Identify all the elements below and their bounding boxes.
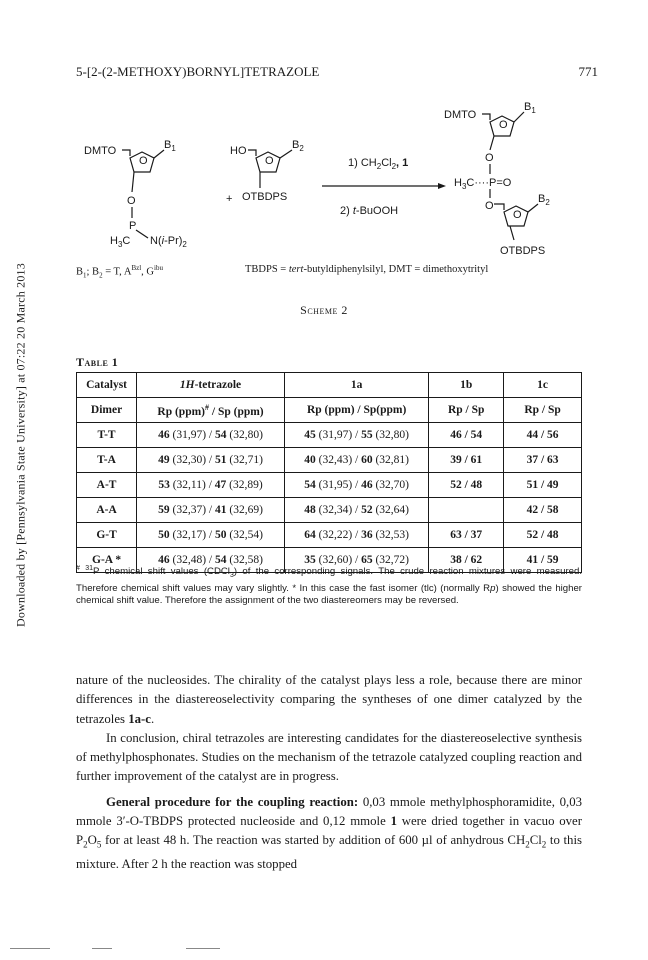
cell-value: 41 xyxy=(214,504,227,516)
scan-mark-2 xyxy=(92,948,112,949)
condition-1 xyxy=(348,157,408,171)
cell-value: 49 xyxy=(158,454,170,466)
b1-label-left xyxy=(164,139,176,153)
subheader-tetrazole: Rp (ppm)# / Sp (ppm) xyxy=(137,398,285,423)
cell-value: 65 xyxy=(361,554,373,566)
cell-value: 52 / 48 xyxy=(450,479,483,491)
dmto-label-right: DMTO xyxy=(444,109,477,121)
cell-value: 48 xyxy=(304,504,316,516)
h3c-left-h: H xyxy=(110,235,118,247)
cell-1c xyxy=(504,423,582,448)
cell-value: 64 xyxy=(304,529,316,541)
p-right-end: P=O xyxy=(489,177,512,189)
b1-left-sub: 1 xyxy=(171,144,176,153)
scan-mark-1 xyxy=(10,948,50,949)
condition-2 xyxy=(340,205,398,217)
cond2-prefix: 2) xyxy=(340,205,353,217)
cell-value: (32,81) xyxy=(372,454,410,466)
h3c-label-left xyxy=(110,235,130,249)
cell-1c xyxy=(504,473,582,498)
cell-value: (32,70) xyxy=(372,479,410,491)
cell-1a xyxy=(284,473,428,498)
legend-right-suffix: -butyldiphenylsilyl, DMT = dimethoxytrityl xyxy=(303,264,489,275)
bond-mid-b2 xyxy=(280,150,292,158)
cell-value: 51 xyxy=(214,454,227,466)
cond1-prefix: 1) CH xyxy=(348,157,377,169)
scan-mark-3 xyxy=(186,948,220,949)
running-title: 5-[2-(2-METHOXY)BORNYL]TETRAZOLE xyxy=(76,64,320,79)
cell-value: 52 xyxy=(361,504,373,516)
cell-value: (31,97) / xyxy=(315,429,362,441)
cell-value: (32,60) / xyxy=(315,554,362,566)
results-table xyxy=(76,372,582,573)
h3c-left-sub: 3 xyxy=(117,240,123,249)
scheme-legend-bases: $B_1$; $B_2 = T$, $A^{Bzl}$, $G^{ibu}$ xyxy=(76,264,163,280)
cell-value: 45 xyxy=(304,429,316,441)
amine-left-sub: 2 xyxy=(182,240,187,249)
b2-mid-sub: 2 xyxy=(299,144,304,153)
b1-right-main: B xyxy=(524,101,532,113)
reaction-arrow-head xyxy=(438,183,446,189)
b2-right-sub: 2 xyxy=(545,198,550,207)
table-body xyxy=(77,423,582,573)
table-header-row xyxy=(77,373,582,398)
cell-tetrazole xyxy=(137,423,285,448)
page-header xyxy=(76,64,598,80)
cell-dimer xyxy=(77,448,137,473)
bond-right-1 xyxy=(482,114,490,120)
product-dimer xyxy=(444,101,550,257)
cell-1c xyxy=(504,448,582,473)
ring-oxygen-left: O xyxy=(139,155,148,167)
header-1a: 1a xyxy=(284,373,428,398)
cell-1b xyxy=(429,523,504,548)
cell-tetrazole xyxy=(137,498,285,523)
table-row xyxy=(77,473,582,498)
cell-value: 52 / 48 xyxy=(526,529,559,541)
cell-value: (32,22) / xyxy=(315,529,362,541)
cell-value: (32,72) xyxy=(372,554,410,566)
ho-label: HO xyxy=(230,145,247,157)
cell-value: 35 xyxy=(304,554,316,566)
cell-value: (32,48) / xyxy=(172,554,215,566)
cell-value: (32,71) xyxy=(226,454,263,466)
subheader-dimer: Dimer xyxy=(77,398,137,423)
cell-value: 54 xyxy=(214,429,227,441)
bond-right-o xyxy=(490,136,494,150)
cell-value: (32,34) / xyxy=(315,504,362,516)
header-tetrazole: 1H-tetrazole xyxy=(137,373,285,398)
cell-value: 39 / 61 xyxy=(450,454,483,466)
cell-value: T-T xyxy=(97,429,116,441)
cell-1b xyxy=(429,473,504,498)
cell-1b xyxy=(429,423,504,448)
cond2-suffix: -BuOOH xyxy=(355,205,399,217)
amine-label-left xyxy=(150,235,187,249)
page-number: 771 xyxy=(578,64,598,79)
cell-value: 54 xyxy=(214,554,227,566)
bond-left-n xyxy=(136,230,148,238)
body-text xyxy=(76,671,582,875)
cell-value: (32,80) xyxy=(372,429,410,441)
cell-value: (32,64) xyxy=(372,504,410,516)
header-1b: 1b xyxy=(429,373,504,398)
paragraph-2-text: In conclusion, chiral tetrazoles are interesting candidates for the diastereoselective synthesis of methylphosphonates. Studies on the mechanism of the tetrazole catalyzed coupling reaction and further improvement of the catalyst are in progress. xyxy=(76,730,582,784)
cell-value: 63 / 37 xyxy=(450,529,483,541)
b2-right-main: B xyxy=(538,193,546,205)
cell-dimer xyxy=(77,523,137,548)
cell-1b xyxy=(429,448,504,473)
otbdps-label-right: OTBDPS xyxy=(500,245,546,257)
paragraph-1 xyxy=(76,671,582,729)
amine-left-italic: i xyxy=(161,235,165,247)
dmto-label-left: DMTO xyxy=(84,145,117,157)
cell-value: 59 xyxy=(158,504,170,516)
scheme-caption: Scheme 2 xyxy=(300,303,348,317)
cell-value: (32,37) / xyxy=(172,504,215,516)
b1-right-sub: 1 xyxy=(531,106,536,115)
table-subheader-row xyxy=(77,398,582,423)
cell-value: 51 / 49 xyxy=(526,479,559,491)
cell-value: A-A xyxy=(96,504,117,516)
bond-right-2 xyxy=(494,204,504,210)
b2-label-mid xyxy=(292,139,304,153)
cell-1b xyxy=(429,498,504,523)
cell-value: 47 xyxy=(214,479,227,491)
table-footnote: # $^{31}$P chemical shift values (CDCl$_3$) of the corresponding signals. The crude reaction mixtures were measured. Therefore chemical shift values may vary slightly. * In this case the fast isomer (tlc) (normally Rp) showed the higher chemical shift value. Therefore the assignment of the two diastereomers may be reversed. xyxy=(76,565,583,607)
cell-dimer xyxy=(77,498,137,523)
bottom-scan-marks xyxy=(0,944,648,954)
p-right-bond: ···· xyxy=(474,177,490,189)
reaction-scheme xyxy=(70,88,590,260)
cell-value: (32,58) xyxy=(226,554,263,566)
header-1c: 1c xyxy=(504,373,582,398)
cell-value: 54 xyxy=(304,479,316,491)
paragraph-1-text: nature of the nucleosides. The chirality of the catalyst plays less a role, because there are minor differences in the diastereoselectivity comparing the syntheses of one dimer catalyzed by the tetrazoles 1a-c. xyxy=(76,673,582,726)
b2-mid-main: B xyxy=(292,139,300,151)
amine-left-tail: -Pr) xyxy=(164,235,183,247)
cell-tetrazole xyxy=(137,523,285,548)
cell-tetrazole xyxy=(137,473,285,498)
cell-1a xyxy=(284,423,428,448)
cell-value: (32,17) / xyxy=(172,529,215,541)
header-catalyst: Catalyst xyxy=(77,373,137,398)
otbdps-label-mid: OTBDPS xyxy=(242,191,288,203)
cell-value: 44 / 56 xyxy=(526,429,559,441)
cell-value: (31,97) / xyxy=(172,429,215,441)
cell-value: 53 xyxy=(158,479,170,491)
cell-value: (32,53) xyxy=(372,529,410,541)
subheader-1c: Rp / Sp xyxy=(504,398,582,423)
cell-value: 46 xyxy=(158,554,170,566)
download-watermark-text: Downloaded by [Pennsylvania State University] at 07:22 20 March 2013 xyxy=(13,263,28,627)
cell-dimer xyxy=(77,473,137,498)
table-row xyxy=(77,448,582,473)
methylphosphonate-label xyxy=(454,177,512,191)
cell-value: 50 xyxy=(214,529,227,541)
bond-right-otbdps xyxy=(510,226,514,240)
cell-value: G-A * xyxy=(92,554,122,566)
cell-value: (32,43) / xyxy=(315,454,362,466)
cell-value: 55 xyxy=(361,429,373,441)
plus-sign: + xyxy=(226,193,233,205)
subheader-1b: Rp / Sp xyxy=(429,398,504,423)
bond-left-b1 xyxy=(154,150,164,158)
cond1-mid: Cl xyxy=(381,157,392,169)
cell-value: (32,30) / xyxy=(172,454,215,466)
cell-value: 60 xyxy=(361,454,373,466)
cell-value: (32,80) xyxy=(226,429,263,441)
cell-value: (32,69) xyxy=(226,504,263,516)
ring-oxygen-mid: O xyxy=(265,155,274,167)
b1-label-right xyxy=(524,101,536,115)
b2-label-right xyxy=(538,193,550,207)
phosphorus-left: P xyxy=(129,220,137,232)
ring-oxygen-right-top: O xyxy=(499,119,508,131)
download-watermark xyxy=(14,190,28,700)
paragraph-2 xyxy=(76,729,582,787)
cell-value: 46 / 54 xyxy=(450,429,483,441)
cell-value: (32,54) xyxy=(226,529,263,541)
oxygen-right-2: O xyxy=(485,200,494,212)
cond1-sub2b: 2 xyxy=(391,162,397,171)
cell-value: T-A xyxy=(97,454,116,466)
cell-value: 41 / 59 xyxy=(526,554,559,566)
bond-left-o xyxy=(132,172,134,192)
cell-value: (31,95) / xyxy=(315,479,362,491)
cell-1a xyxy=(284,498,428,523)
bond-right-b2 xyxy=(528,204,538,212)
scheme-legend-abbreviations xyxy=(245,264,488,275)
cell-value: (32,89) xyxy=(226,479,263,491)
cell-value: 38 / 62 xyxy=(450,554,483,566)
cond1-suffix: , 1 xyxy=(396,157,409,169)
cell-1c xyxy=(504,498,582,523)
amine-left-n: N( xyxy=(150,235,162,247)
cell-dimer xyxy=(77,423,137,448)
cell-1a xyxy=(284,448,428,473)
cell-tetrazole xyxy=(137,448,285,473)
p-right-sub: 3 xyxy=(461,182,467,191)
procedure-heading: General procedure for the coupling reaction: xyxy=(106,794,359,809)
cell-value: 40 xyxy=(304,454,316,466)
table-title: Table 1 xyxy=(76,355,119,369)
cell-value: 46 xyxy=(158,429,170,441)
cell-1a xyxy=(284,523,428,548)
cell-value: A-T xyxy=(96,479,117,491)
ring-oxygen-right-bottom: O xyxy=(513,209,522,221)
p-right-c: C xyxy=(466,177,475,189)
cell-value: 50 xyxy=(158,529,170,541)
cell-value: 37 / 63 xyxy=(526,454,559,466)
cell-value: G-T xyxy=(96,529,117,541)
cell-value: (32,11) / xyxy=(172,479,215,491)
cell-value: 42 / 58 xyxy=(526,504,559,516)
reactant-nucleoside xyxy=(230,139,304,203)
cond2-italic: t xyxy=(352,205,356,217)
h3c-left-c: C xyxy=(122,235,131,247)
cell-value: 36 xyxy=(361,529,373,541)
b1-left-main: B xyxy=(164,139,172,151)
reactant-phosphoramidite xyxy=(84,139,187,249)
cond1-sub2: 2 xyxy=(376,162,382,171)
legend-right-italic: tert xyxy=(288,264,304,275)
legend-right-prefix: TBDPS = xyxy=(245,264,289,275)
table-row xyxy=(77,423,582,448)
cell-value: 46 xyxy=(361,479,373,491)
p-right-h: H xyxy=(454,177,462,189)
oxygen-left: O xyxy=(127,195,136,207)
paragraph-3-text: 0,03 mmole methylphosphoramidite, 0,03 mmole 3′-O-TBDPS protected nucleoside and 0,12 mmole 1 were dried together in vacuo over $P_2O_5$ for at least 48 h. The reaction was started by addition of 600 µl of anhydrous $CH_2Cl_2$ to this mixture. After 2 h the reaction was stopped xyxy=(76,794,582,872)
subheader-1a: Rp (ppm) / Sp(ppm) xyxy=(284,398,428,423)
table-row xyxy=(77,498,582,523)
cell-1c xyxy=(504,523,582,548)
bond-left-1 xyxy=(122,150,130,156)
paragraph-3 xyxy=(76,793,582,875)
oxygen-right: O xyxy=(485,152,494,164)
reaction-conditions xyxy=(322,157,446,217)
bond-right-b1 xyxy=(514,112,524,122)
table-row xyxy=(77,523,582,548)
bond-mid-1 xyxy=(248,150,256,156)
